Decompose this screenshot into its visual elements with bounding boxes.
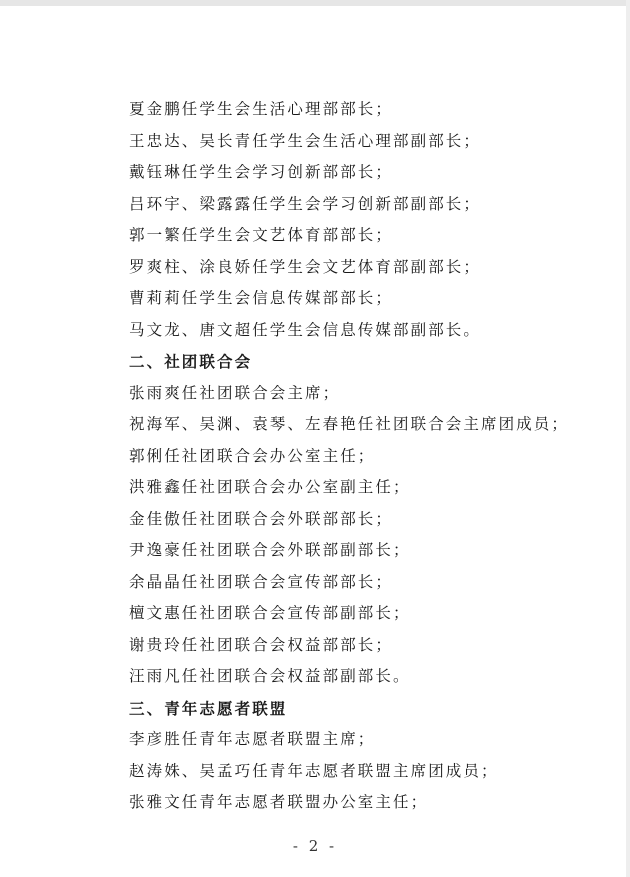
appointment-line: 张雅文任青年志愿者联盟办公室主任； <box>129 793 429 811</box>
appointment-line: 檀文惠任社团联合会宣传部副部长； <box>129 604 411 622</box>
appointment-line: 马文龙、唐文超任学生会信息传媒部副部长。 <box>129 320 482 339</box>
appointment-line: 戴钰琳任学生会学习创新部部长； <box>129 163 394 181</box>
appointment-line: 金佳傲任社团联合会外联部部长； <box>129 509 394 528</box>
document-body <box>129 94 609 819</box>
appointment-line: 赵涛姝、吴孟巧任青年志愿者联盟主席团成员； <box>129 761 499 780</box>
page-right-edge <box>626 0 630 877</box>
appointment-line: 张雨爽任社团联合会主席； <box>129 383 341 402</box>
section-heading: 三、青年志愿者联盟 <box>129 698 288 718</box>
appointment-line: 余晶晶任社团联合会宣传部部长； <box>129 572 394 591</box>
appointment-line: 罗爽柱、涂良娇任学生会文艺体育部副部长； <box>129 257 482 276</box>
appointment-line: 祝海军、吴渊、袁琴、左春艳任社团联合会主席团成员； <box>129 415 570 433</box>
appointment-line: 尹逸豪任社团联合会外联部副部长； <box>129 541 411 559</box>
appointment-line: 李彦胜任青年志愿者联盟主席； <box>129 730 376 748</box>
page-top-edge <box>0 0 630 6</box>
appointment-line: 郭俐任社团联合会办公室主任； <box>129 446 376 465</box>
section-heading: 二、社团联合会 <box>129 352 253 371</box>
appointment-line: 汪雨凡任社团联合会权益部副部长。 <box>129 667 411 685</box>
appointment-line: 吕环宇、梁露露任学生会学习创新部副部长； <box>129 194 482 213</box>
appointment-line: 曹莉莉任学生会信息传媒部部长； <box>129 289 394 307</box>
appointment-line: 郭一繁任学生会文艺体育部部长； <box>129 226 394 244</box>
appointment-line: 洪雅鑫任社团联合会办公室副主任； <box>129 478 411 496</box>
appointment-line: 夏金鹏任学生会生活心理部部长； <box>129 100 394 118</box>
appointment-line: 谢贵玲任社团联合会权益部部长； <box>129 635 394 654</box>
appointment-line: 王忠达、吴长青任学生会生活心理部副部长； <box>129 131 482 150</box>
page-number: - 2 - <box>292 837 338 855</box>
